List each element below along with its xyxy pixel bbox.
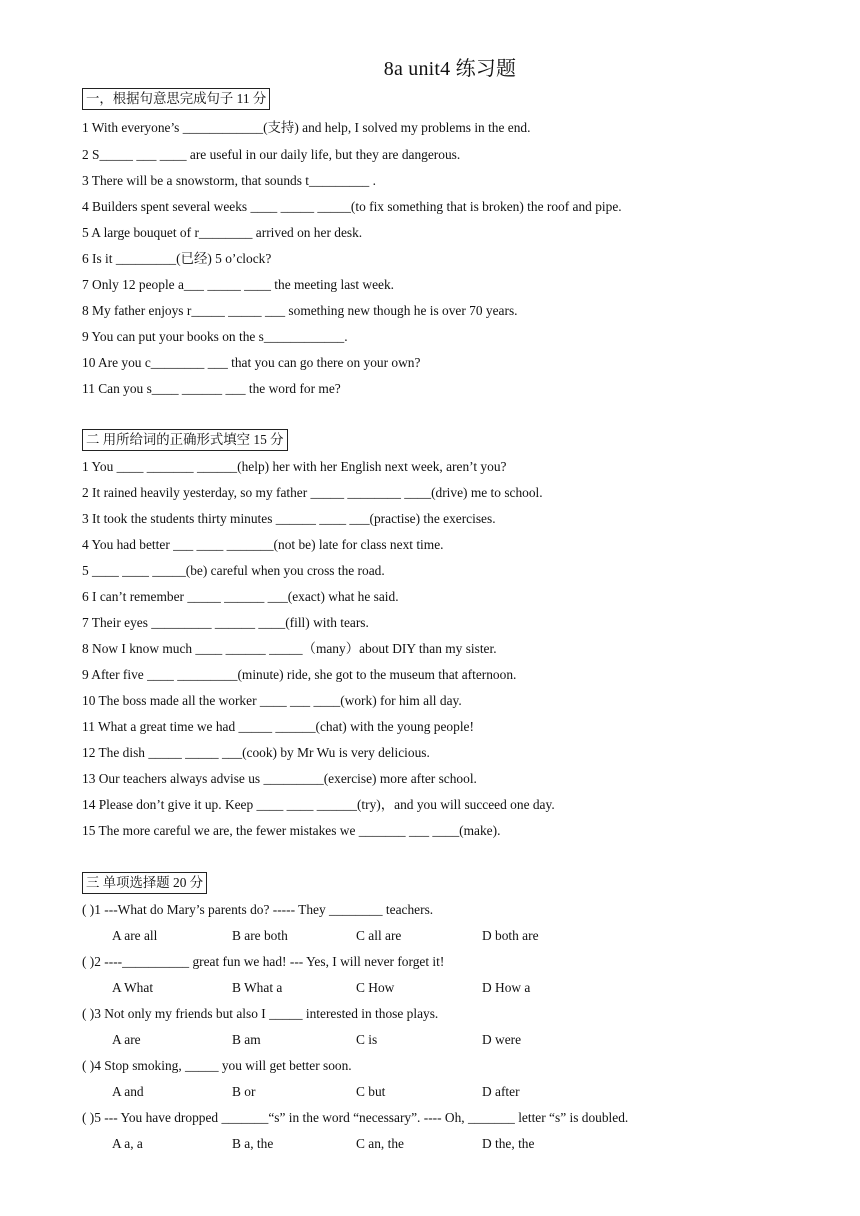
answer-option: A a, a [112,1136,143,1151]
question-stem: ( )3 Not only my friends but also I _____ interested in those plays. [82,1006,439,1021]
answer-option: B a, the [232,1136,274,1151]
fill-item: 5 ____ ____ _____(be) careful when you cross the road. [82,563,385,578]
fill-item: 9 After five ____ _________(minute) ride, she got to the museum that afternoon. [82,667,517,682]
fill-item: 12 The dish _____ _____ ___(cook) by Mr Wu is very delicious. [82,745,430,760]
answer-option: D How a [482,980,531,995]
sentence-item: 2 S_____ ___ ____ are useful in our daily life, but they are dangerous. [82,147,461,162]
section-3-heading: 三 单项选择题 20 分 [82,872,207,894]
answer-option: C an, the [356,1136,404,1151]
sentence-item: 1 With everyone’s ____________(支持) and help, I solved my problems in the end. [82,120,531,135]
sentence-item: 10 Are you c________ ___ that you can go there on your own? [82,355,421,370]
page-title: 8a unit4 练习题 [383,58,517,80]
answer-option: B or [232,1084,256,1099]
answer-option: A and [112,1084,144,1099]
section-2-heading: 二 用所给词的正确形式填空 15 分 [82,429,288,451]
answer-option: B am [232,1032,261,1047]
question-stem: ( )4 Stop smoking, _____ you will get better soon. [82,1058,352,1073]
fill-item: 4 You had better ___ ____ _______(not be) late for class next time. [82,537,444,552]
answer-option: D both are [482,928,539,943]
fill-item: 1 You ____ _______ ______(help) her with her English next week, aren’t you? [82,459,507,474]
fill-item: 8 Now I know much ____ ______ _____（many）about DIY than my sister. [82,641,497,656]
answer-option: B are both [232,928,288,943]
answer-option: A What [112,980,154,995]
answer-option: A are [112,1032,141,1047]
answer-option: A are all [112,928,158,943]
answer-option: C all are [356,928,402,943]
fill-item: 3 It took the students thirty minutes ______ ____ ___(practise) the exercises. [82,511,496,526]
fill-item: 7 Their eyes _________ ______ ____(fill) with tears. [82,615,369,630]
sentence-item: 4 Builders spent several weeks ____ _____ _____(to fix something that is broken) the roof and pipe. [82,199,622,214]
fill-item: 11 What a great time we had _____ ______(chat) with the young people! [82,719,474,734]
sentence-item: 7 Only 12 people a___ _____ ____ the meeting last week. [82,277,395,292]
fill-item: 2 It rained heavily yesterday, so my father _____ ________ ____(drive) me to school. [82,485,543,500]
question-stem: ( )1 ---What do Mary’s parents do? ----- They ________ teachers. [82,902,434,917]
sentence-item: 8 My father enjoys r_____ _____ ___ something new though he is over 70 years. [82,303,518,318]
sentence-item: 11 Can you s____ ______ ___ the word for me? [82,381,341,396]
fill-item: 10 The boss made all the worker ____ ___ ____(work) for him all day. [82,693,462,708]
question-stem: ( )5 --- You have dropped _______“s” in the word “necessary”. ---- Oh, _______ letter “s” is doubled. [82,1110,629,1125]
section-1-heading: 一，根据句意思完成句子 11 分 [82,88,270,110]
answer-option: B What a [232,980,283,995]
fill-item: 6 I can’t remember _____ ______ ___(exact) what he said. [82,589,399,604]
question-stem: ( )2 ----__________ great fun we had! --- Yes, I will never forget it! [82,954,445,969]
answer-option: C is [356,1032,378,1047]
fill-item: 15 The more careful we are, the fewer mistakes we _______ ___ ____(make). [82,823,501,838]
fill-item: 13 Our teachers always advise us _________(exercise) more after school. [82,771,477,786]
answer-option: D after [482,1084,520,1099]
sentence-item: 9 You can put your books on the s____________. [82,329,348,344]
answer-option: D were [482,1032,522,1047]
sentence-item: 6 Is it _________(已经) 5 o’clock? [82,251,272,266]
sentence-item: 5 A large bouquet of r________ arrived on her desk. [82,225,363,240]
answer-option: D the, the [482,1136,535,1151]
fill-item: 14 Please don’t give it up. Keep ____ ____ ______(try)，and you will succeed one day. [82,797,555,812]
answer-option: C How [356,980,395,995]
sentence-item: 3 There will be a snowstorm, that sounds t_________ . [82,173,376,188]
answer-option: C but [356,1084,386,1099]
